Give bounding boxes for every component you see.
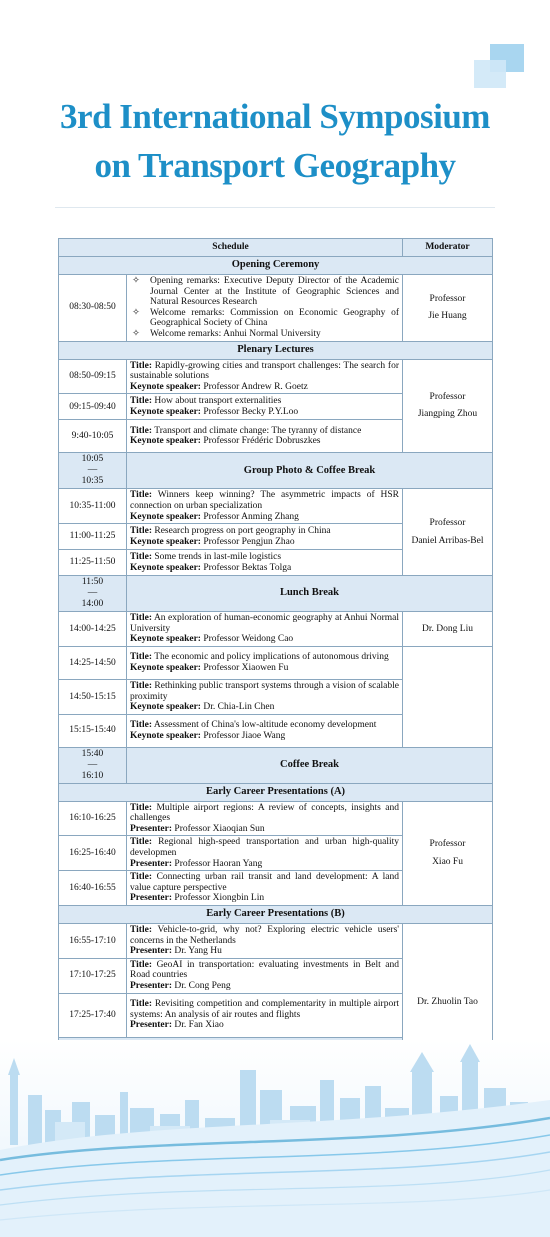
section-row <box>59 906 493 924</box>
talk-cell: Title: Vehicle-to-grid, why not? Exploring electric vehicle users' concerns in the Netherlands Presenter: Dr. Yang Hu <box>127 924 403 959</box>
time-cell: 14:00-14:25 <box>59 612 127 647</box>
break-row <box>59 576 493 612</box>
time-cell: 11:00-11:25 <box>59 524 127 550</box>
section-row <box>59 783 493 801</box>
table-row <box>59 646 493 679</box>
schedule-header: Schedule <box>59 239 403 257</box>
schedule-table <box>58 238 493 1082</box>
section-row <box>59 257 493 275</box>
page-title <box>0 92 550 190</box>
list-item: ✧ Welcome remarks: Anhui Normal University <box>132 328 321 339</box>
section-row <box>59 341 493 359</box>
decorative-squares <box>462 40 532 100</box>
moderator-cell: Dr. Dong Liu <box>403 612 493 647</box>
section-opening-ceremony: Opening Ceremony <box>59 257 493 275</box>
talk-cell: Title: Rapidly-growing cities and transport challenges: The search for sustainable solutions Keynote speaker: Professor Andrew R. Goetz <box>127 359 403 394</box>
table-header-row <box>59 239 493 257</box>
section-plenary-lectures: Plenary Lectures <box>59 341 493 359</box>
break-photo-coffee: Group Photo & Coffee Break <box>127 453 493 489</box>
moderator-cell: Professor Daniel Arribas-Bel <box>403 489 493 576</box>
time-cell: 16:55-17:10 <box>59 924 127 959</box>
section-early-career-b: Early Career Presentations (B) <box>59 906 493 924</box>
talk-cell: Title: Rethinking public transport systems through a vision of scalable proximity Keynote speaker: Dr. Chia-Lin Chen <box>127 679 403 714</box>
title-line-1: 3rd International Symposium <box>60 97 490 136</box>
talk-cell: Title: GeoAI in transportation: evaluating investments in Belt and Road countries Presenter: Dr. Cong Peng <box>127 958 403 993</box>
time-cell: 10:35-11:00 <box>59 489 127 524</box>
moderator-cell: Dr. Zhuolin Tao <box>403 924 493 1082</box>
title-divider <box>55 207 495 208</box>
table-row <box>59 612 493 647</box>
break-time-cell: 10:05 — 10:35 <box>59 453 127 489</box>
moderator-cell-empty <box>403 646 493 747</box>
time-cell: 08:30-08:50 <box>59 275 127 342</box>
talk-cell: Title: How about transport externalities Keynote speaker: Professor Becky P.Y.Loo <box>127 394 403 420</box>
time-cell: 16:25-16:40 <box>59 836 127 871</box>
talk-cell: Title: Revisiting competition and complementarity in multiple airport systems: An analysis of air routes and flights Presenter: Dr. Fan Xiao <box>127 993 403 1037</box>
sparkle-bullet-icon: ✧ <box>132 307 140 318</box>
talk-cell: Title: Some trends in last-mile logistics Keynote speaker: Professor Bektas Tolga <box>127 550 403 576</box>
moderator-cell: Professor Jiangping Zhou <box>403 359 493 453</box>
title-line-2: on Transport Geography <box>94 146 456 185</box>
table-row <box>59 801 493 836</box>
sparkle-bullet-icon: ✧ <box>132 276 140 286</box>
sparkle-bullet-icon: ✧ <box>132 328 140 339</box>
moderator-header: Moderator <box>403 239 493 257</box>
talk-cell: Title: Multiple airport regions: A review of concepts, insights and challenges Presenter: Professor Xiaoqian Sun <box>127 801 403 836</box>
break-time-cell: 11:50 — 14:00 <box>59 576 127 612</box>
time-cell: 16:40-16:55 <box>59 871 127 906</box>
time-cell: 14:25-14:50 <box>59 646 127 679</box>
table-row <box>59 359 493 394</box>
talk-cell: Title: Assessment of China's low-altitude economy development Keynote speaker: Professor Jiaoe Wang <box>127 714 403 747</box>
moderator-cell: Professor Jie Huang <box>403 275 493 342</box>
time-cell: 08:50-09:15 <box>59 359 127 394</box>
opening-items-cell <box>127 275 403 342</box>
time-cell: 15:15-15:40 <box>59 714 127 747</box>
table-row <box>59 489 493 524</box>
talk-cell: Title: Winners keep winning? The asymmetric impacts of HSR connection on urban specialization Keynote speaker: Professor Anming Zhang <box>127 489 403 524</box>
break-time-cell: 15:40 — 16:10 <box>59 747 127 783</box>
section-early-career-a: Early Career Presentations (A) <box>59 783 493 801</box>
break-row <box>59 747 493 783</box>
break-coffee: Coffee Break <box>127 747 493 783</box>
opening-items-list <box>130 276 399 340</box>
list-item: ✧ Opening remarks: Executive Deputy Director of the Academic Journal Center at the Institute of Geographic Sciences and Natural Resources Research <box>132 276 399 308</box>
talk-cell: Title: Transport and climate change: The tyranny of distance Keynote speaker: Professor Frédéric Dobruszkes <box>127 420 403 453</box>
talk-cell: Title: An exploration of human-economic geography at Anhui Normal University Keynote speaker: Professor Weidong Cao <box>127 612 403 647</box>
time-cell: 17:10-17:25 <box>59 958 127 993</box>
time-cell: 11:25-11:50 <box>59 550 127 576</box>
list-item: ✧ Welcome remarks: Commission on Economic Geography of Geographical Society of China <box>132 307 399 329</box>
break-lunch: Lunch Break <box>127 576 493 612</box>
talk-cell: Title: Connecting urban rail transit and land development: A land value capture perspective Presenter: Professor Xiongbin Lin <box>127 871 403 906</box>
time-cell: 16:10-16:25 <box>59 801 127 836</box>
break-row <box>59 453 493 489</box>
time-cell: 14:50-15:15 <box>59 679 127 714</box>
city-skyline-illustration <box>0 1040 550 1237</box>
table-row <box>59 924 493 959</box>
talk-cell: Title: Regional high-speed transportation and urban high-quality developmen Presenter: Professor Haoran Yang <box>127 836 403 871</box>
talk-cell: Title: Research progress on port geography in China Keynote speaker: Professor Pengjun Zhao <box>127 524 403 550</box>
time-cell: 9:40-10:05 <box>59 420 127 453</box>
time-cell: 17:25-17:40 <box>59 993 127 1037</box>
time-cell: 09:15-09:40 <box>59 394 127 420</box>
talk-cell: Title: The economic and policy implications of autonomous driving Keynote speaker: Professor Xiaowen Fu <box>127 646 403 679</box>
moderator-cell: Professor Xiao Fu <box>403 801 493 905</box>
table-row <box>59 275 493 342</box>
